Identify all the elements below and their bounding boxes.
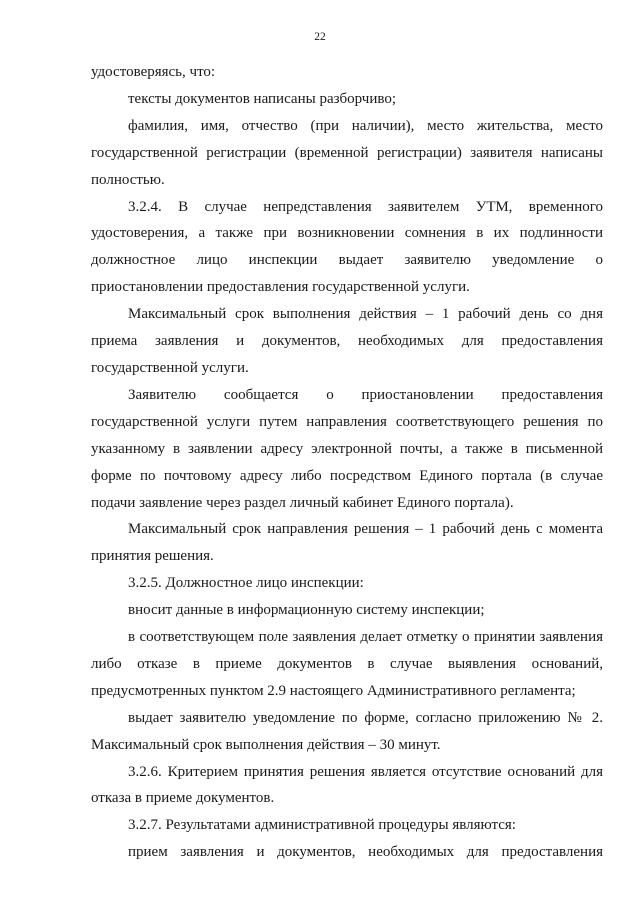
paragraph: фамилия, имя, отчество (при наличии), место жительства, место государственной регистрации (временной регистрации) заявителя написаны полностью. [91,117,603,188]
paragraph: выдает заявителю уведомление по форме, согласно приложению № 2. Максимальный срок выполнения действия – 30 минут. [91,709,603,753]
paragraph: тексты документов написаны разборчиво; [128,90,397,107]
paragraph: 3.2.4. В случае непредставления заявителем УТМ, временного удостоверения, а также при возникновении сомнения в их подлинности должностное лицо инспекции выдает заявителю уведомление о приостановлении предоставления государственной услуги. [91,198,603,296]
paragraph: Заявителю сообщается о приостановлении предоставления государственной услуги путем направления соответствующего решения по указанному в заявлении адресу электронной почты, а также в письменной форме по почтовому адресу либо посредством Единого портала (в случае подачи заявление через раздел личный кабинет Единого портала). [91,386,603,511]
paragraph: удостоверяясь, что: [91,64,216,80]
page-number: 22 [314,31,326,43]
paragraph: вносит данные в информационную систему инспекции; [128,602,485,619]
paragraph: Максимальный срок направления решения – 1 рабочий день с момента принятия решения. [91,521,603,565]
document-body [91,59,603,866]
paragraph: 3.2.6. Критерием принятия решения является отсутствие оснований для отказа в приеме документов. [91,763,603,807]
paragraph: 3.2.7. Результатами административной процедуры являются: [128,817,516,834]
paragraph: 3.2.5. Должностное лицо инспекции: [128,575,364,592]
paragraph: Максимальный срок выполнения действия – 1 рабочий день со дня приема заявления и документов, необходимых для предоставления государственной услуги. [91,306,603,376]
paragraph: прием заявления и документов, необходимых для предоставления [128,844,603,861]
paragraph: в соответствующем поле заявления делает отметку о принятии заявления либо отказе в приеме документов в случае выявления оснований, предусмотренных пунктом 2.9 настоящего Административного регламента; [91,629,603,699]
